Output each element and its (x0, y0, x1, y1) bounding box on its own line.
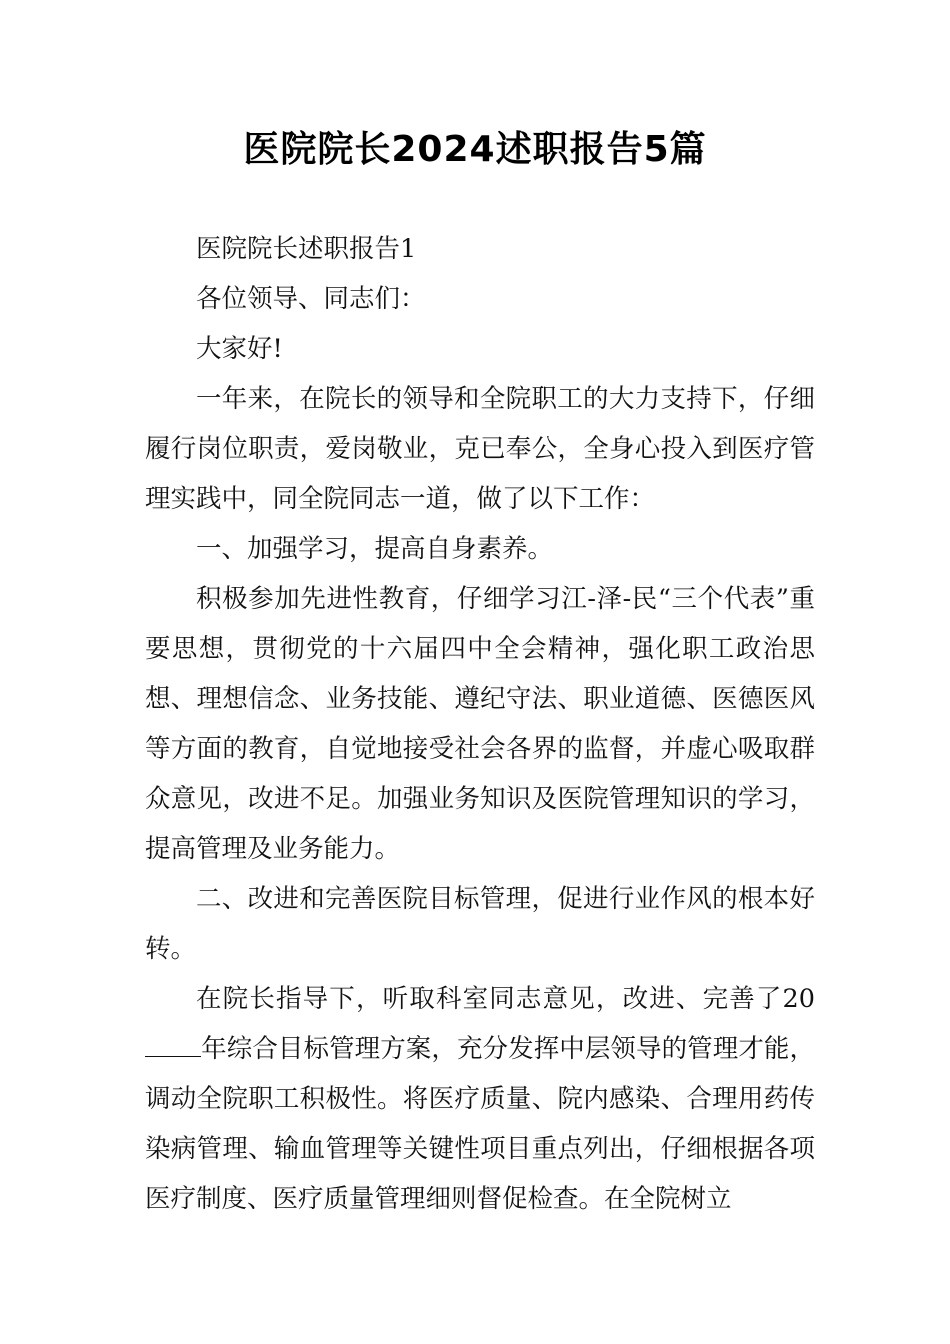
salutation: 各位领导、同志们： (196, 284, 426, 314)
paragraph-study: 积极参加先进性教育，仔细学习江-泽-民“三个代表”重要思想，贯彻党的十六届四中全会精神，强化职工政治思想、理想信念、业务技能、遵纪守法、职业道德、医德医风等方面的教育，自觉地接受社会各界的监督，并虚心吸取群众意见，改进不足。加强业务知识及医院管理知识的学习，提高管理及业务能力。 (145, 584, 815, 864)
paragraph-intro: 一年来，在院长的领导和全院职工的大力支持下，仔细履行岗位职责，爱岗敬业，克已奉公，全身心投入到医疗管理实践中，同全院同志一道，做了以下工作： (145, 384, 815, 514)
document-body (145, 224, 815, 1224)
paragraph-management-part-2: 年综合目标管理方案，充分发挥中层领导的管理才能，调动全院职工积极性。将医疗质量、院内感染、合理用药传染病管理、输血管理等关键性项目重点列出，仔细根据各项医疗制度、医疗质量管理细则督促检查。在全院树立 (145, 1034, 815, 1214)
report-heading: 医院院长述职报告1 (196, 234, 417, 264)
paragraph-management-part-1: 在院长指导下，听取科室同志意见，改进、完善了20 (196, 984, 815, 1014)
year-blank (145, 1036, 201, 1057)
section-heading-2: 二、改进和完善医院目标管理，促进行业作风的根本好转。 (145, 884, 815, 964)
document-title: 医院院长2024述职报告5篇 (243, 129, 707, 170)
section-heading-1: 一、加强学习，提高自身素养。 (196, 534, 554, 564)
greeting: 大家好! (196, 334, 283, 364)
paragraph-management (145, 974, 815, 1224)
